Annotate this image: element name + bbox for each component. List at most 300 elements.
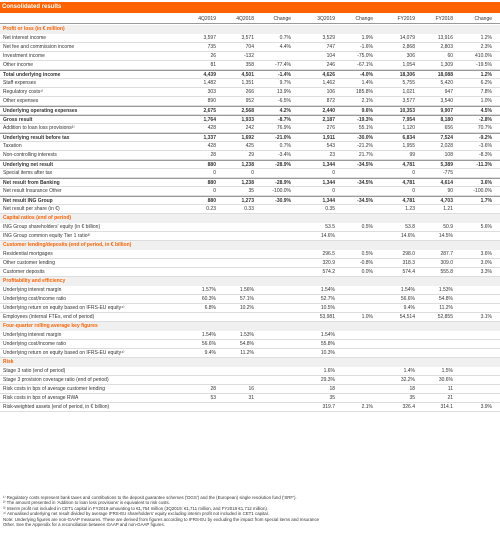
table-cell: 0 — [213, 170, 216, 176]
table-cell: 306 — [406, 53, 415, 59]
column-header: Change — [355, 16, 373, 22]
table-cell: 1.9% — [361, 35, 373, 41]
row-label: Regulatory costs¹⁾ — [3, 89, 44, 95]
table-cell: 4,703 — [440, 198, 453, 204]
table-row — [0, 52, 500, 61]
table-cell: 2.3% — [480, 44, 492, 50]
table-cell: 52.7% — [320, 296, 335, 302]
table-cell: 428 — [207, 143, 216, 149]
table-cell: 1.2% — [480, 72, 492, 78]
table-row — [0, 376, 500, 385]
table-cell: 1.54% — [400, 287, 415, 293]
table-cell: 0 — [251, 170, 254, 176]
table-cell: 1,273 — [241, 198, 254, 204]
table-cell: 1,462 — [322, 80, 335, 86]
table-cell: 104 — [326, 53, 335, 59]
table-row — [0, 178, 500, 187]
table-cell: 21 — [447, 395, 453, 401]
table-cell: 3,571 — [241, 35, 254, 41]
table-row — [0, 106, 500, 115]
table-cell: 1,120 — [402, 125, 415, 131]
table-cell: 880 — [207, 198, 216, 204]
table-row — [0, 295, 500, 304]
row-label: Underlying cost/income ratio — [3, 296, 67, 302]
table-cell: 3,540 — [440, 98, 453, 104]
table-cell: 9.4% — [204, 350, 216, 356]
table-cell: 1.54% — [201, 332, 216, 338]
table-cell: 3,577 — [402, 98, 415, 104]
table-cell: 53.8 — [405, 224, 415, 230]
table-cell: 55.1% — [358, 125, 373, 131]
section-header — [0, 214, 500, 223]
table-cell: -4.0% — [359, 72, 373, 78]
section-title: Profitability and efficiency — [3, 278, 66, 284]
table-cell: 3,597 — [203, 35, 216, 41]
table-cell: 3.1% — [480, 314, 492, 320]
footnotes — [3, 495, 497, 527]
table-cell: 872 — [326, 98, 335, 104]
table-cell: 16 — [248, 386, 254, 392]
table-cell: 276 — [326, 125, 335, 131]
table-cell: 2,440 — [322, 108, 335, 114]
table-cell: 1,238 — [241, 162, 254, 168]
column-header: FY2018 — [435, 16, 453, 22]
table-row — [0, 349, 500, 358]
table-row — [0, 205, 500, 214]
table-cell: 9.7% — [279, 80, 291, 86]
table-row — [0, 151, 500, 160]
table-row — [0, 250, 500, 259]
table-cell: 13.9% — [276, 89, 291, 95]
table-cell: 14.5% — [438, 233, 453, 239]
table-cell: 1,933 — [241, 117, 254, 123]
table-cell: -3.6% — [478, 143, 492, 149]
table-row — [0, 61, 500, 70]
row-label: Customer deposits — [3, 269, 45, 275]
table-cell: 106 — [326, 89, 335, 95]
table-cell: 320.9 — [322, 260, 335, 266]
footnote: ³⁾ Interim profit not included in CET1 capital in FY2019 amounting to €1,754 million (3Q2019: €1,711 million, and FY2018 €1,712 million). — [3, 505, 269, 511]
table-cell: 428 — [207, 125, 216, 131]
table-cell: 54.8% — [239, 341, 254, 347]
table-cell: 555.8 — [440, 269, 453, 275]
table-cell: 28 — [210, 152, 216, 158]
table-cell: 1.0% — [361, 314, 373, 320]
table-cell: 57.1% — [239, 296, 254, 302]
table-row — [0, 124, 500, 133]
table-row — [0, 34, 500, 43]
table-cell: 1.54% — [320, 287, 335, 293]
table-cell: 5,420 — [440, 80, 453, 86]
row-label: Other expenses — [3, 98, 39, 104]
table-cell: 5,389 — [440, 162, 453, 168]
column-header: Change — [474, 16, 492, 22]
table-row — [0, 115, 500, 124]
section-header — [0, 277, 500, 286]
table-cell: 11.2% — [439, 305, 453, 311]
row-label: Employees (internal FTEs, end of period) — [3, 314, 95, 320]
table-cell: 242 — [245, 125, 254, 131]
table-cell: 30.6% — [438, 377, 453, 383]
table-cell: 2,868 — [402, 44, 415, 50]
table-cell: 1.21 — [443, 206, 453, 212]
footnote: Other. See the Appendix for a reconciliation between GAAP and non-GAAP figures. — [3, 522, 165, 528]
table-cell: 246 — [326, 62, 335, 68]
table-cell: 1.56% — [239, 287, 254, 293]
table-cell: 13,916 — [437, 35, 453, 41]
table-row — [0, 331, 500, 340]
table-cell: -28.9% — [275, 180, 291, 186]
table-cell: 2,568 — [241, 108, 254, 114]
table-row — [0, 142, 500, 151]
table-cell: -34.5% — [357, 162, 373, 168]
table-cell: 6.2% — [480, 80, 492, 86]
section-header — [0, 358, 500, 367]
table-cell: 574.2 — [322, 269, 335, 275]
row-label: Underlying interest margin — [3, 287, 62, 293]
table-cell: 4.4% — [279, 44, 291, 50]
table-row — [0, 79, 500, 88]
section-title: Profit or loss (in € million) — [3, 26, 65, 32]
table-cell: 1.53% — [438, 287, 453, 293]
table-cell: 55.8% — [320, 341, 335, 347]
table-cell: 425 — [245, 143, 254, 149]
table-cell: 1,764 — [203, 117, 216, 123]
table-cell: 747 — [326, 44, 335, 50]
table-row — [0, 394, 500, 403]
table-row — [0, 196, 500, 205]
table-cell: 81 — [210, 62, 216, 68]
table-cell: 1,344 — [322, 162, 335, 168]
row-label: Stage 3 ratio (end of period) — [3, 368, 66, 374]
table-cell: 0.7% — [279, 143, 291, 149]
table-cell: -8.7% — [277, 117, 291, 123]
column-header: 4Q2019 — [198, 16, 216, 22]
table-cell: 60 — [447, 53, 453, 59]
table-cell: 90 — [447, 188, 453, 194]
table-cell: -34.5% — [357, 180, 373, 186]
table-cell: -1.6% — [359, 44, 373, 50]
table-cell: 309.0 — [440, 260, 453, 266]
section-title: Four-quarter rolling average key figures — [3, 323, 98, 329]
table-cell: -28.9% — [275, 162, 291, 168]
table-cell: 99 — [409, 152, 415, 158]
footnote: ²⁾ The amount presented in 'Addition to loan loss provisions' is equivalent to risk costs. — [3, 500, 170, 506]
table-cell: 1.23 — [405, 206, 415, 212]
table-cell: 35 — [409, 395, 415, 401]
table-cell: 3.6% — [480, 180, 492, 186]
table-cell: 185.8% — [356, 89, 373, 95]
column-header: FY2019 — [397, 16, 415, 22]
table-cell: 6,834 — [402, 135, 415, 141]
row-label: Risk-weighted assets (end of period, in € billion) — [3, 404, 110, 410]
table-cell: -1.4% — [277, 72, 291, 78]
table-cell: 23 — [329, 152, 335, 158]
column-header: 3Q2019 — [317, 16, 335, 22]
row-label: Net interest income — [3, 35, 47, 41]
table-cell: 1,054 — [402, 62, 415, 68]
table-row — [0, 70, 500, 79]
table-cell: 287.7 — [440, 251, 453, 257]
table-cell: 4,781 — [402, 162, 415, 168]
column-header-row — [0, 14, 500, 24]
table-cell: 53.5 — [325, 224, 335, 230]
table-cell: 35 — [248, 188, 254, 194]
table-cell: 10.3% — [320, 350, 335, 356]
table-cell: 319.7 — [322, 404, 335, 410]
table-cell: -75.0% — [357, 53, 373, 59]
table-cell: 298.0 — [402, 251, 415, 257]
row-label: Residential mortgages — [3, 251, 53, 257]
row-label: Risk costs in bps of average RWA — [3, 395, 79, 401]
table-cell: 4,439 — [203, 72, 216, 78]
table-cell: 3.0% — [480, 260, 492, 266]
table-cell: 7.8% — [480, 89, 492, 95]
table-cell: 4.2% — [279, 108, 291, 114]
table-cell: 0 — [332, 170, 335, 176]
table-cell: 314.1 — [440, 404, 453, 410]
table-row — [0, 304, 500, 313]
table-cell: 5.6% — [480, 224, 492, 230]
table-row — [0, 88, 500, 97]
table-row — [0, 97, 500, 106]
table-cell: 3.6% — [480, 251, 492, 257]
section-title: Customer lending/deposits (end of period, in € billion) — [3, 242, 132, 248]
table-cell: 1,337 — [203, 135, 216, 141]
row-label: Stage 3 provision coverage ratio (end of period) — [3, 377, 109, 383]
table-cell: -77.4% — [275, 62, 291, 68]
table-cell: 0 — [213, 188, 216, 194]
table-cell: -6.5% — [277, 98, 291, 104]
table-cell: 0.5% — [361, 251, 373, 257]
table-cell: 0 — [412, 170, 415, 176]
table-cell: 60.3% — [201, 296, 216, 302]
table-title: Consolidated results — [0, 2, 500, 13]
section-header — [0, 241, 500, 250]
table-cell: -132 — [243, 53, 254, 59]
row-label: Addition to loan loss provisions²⁾ — [3, 125, 75, 131]
table-cell: 31 — [248, 395, 254, 401]
table-cell: 2,803 — [440, 44, 453, 50]
row-label: Other customer lending — [3, 260, 55, 266]
table-cell: 18,088 — [437, 72, 453, 78]
table-cell: 54.8% — [438, 296, 453, 302]
table-cell: -30.0% — [357, 135, 373, 141]
column-header: Change — [273, 16, 291, 22]
table-cell: 947 — [444, 89, 453, 95]
table-cell: 14.6% — [400, 233, 415, 239]
table-cell: 26 — [210, 53, 216, 59]
section-header — [0, 25, 500, 34]
row-label: Risk costs in bps of average customer lending — [3, 386, 105, 392]
table-cell: 0.7% — [279, 35, 291, 41]
table-row — [0, 268, 500, 277]
table-cell: -100.0% — [473, 188, 492, 194]
table-cell: 1.2% — [480, 35, 492, 41]
row-label: Non-controlling interests — [3, 152, 57, 158]
table-cell: 35 — [329, 395, 335, 401]
row-label: Net result from Banking — [3, 180, 60, 186]
table-cell: 10.2% — [239, 305, 254, 311]
table-cell: 21.7% — [358, 152, 373, 158]
table-cell: 76.9% — [276, 125, 291, 131]
table-cell: 28 — [210, 386, 216, 392]
table-cell: 8,180 — [440, 117, 453, 123]
table-cell: 1,482 — [203, 80, 216, 86]
table-cell: 1,955 — [402, 143, 415, 149]
table-cell: 9.6% — [361, 108, 373, 114]
table-cell: -100.0% — [272, 188, 291, 194]
table-cell: 574.4 — [402, 269, 415, 275]
table-cell: 1,911 — [322, 135, 335, 141]
table-cell: 4,781 — [402, 198, 415, 204]
row-label: Staff expenses — [3, 80, 36, 86]
table-cell: 890 — [207, 98, 216, 104]
table-cell: 296.5 — [322, 251, 335, 257]
table-cell: 4,501 — [241, 72, 254, 78]
table-cell: 735 — [207, 44, 216, 50]
row-label: Underlying result before tax — [3, 135, 70, 141]
table-cell: 18 — [329, 386, 335, 392]
table-cell: 14.6% — [320, 233, 335, 239]
footnote: Note: Underlying figures are non-GAAP measures. These are derived from figures according to IFRS-EU by excluding the impact from special items and Insurance — [3, 516, 320, 522]
row-label: Gross result — [3, 117, 33, 123]
row-label: Underlying interest margin — [3, 332, 62, 338]
table-cell: 5,755 — [402, 80, 415, 86]
table-cell: 266 — [245, 89, 254, 95]
table-cell: 3.9% — [480, 404, 492, 410]
row-label: Underlying net result — [3, 162, 54, 168]
table-cell: 56.6% — [201, 341, 216, 347]
table-row — [0, 403, 500, 412]
table-cell: 1.53% — [239, 332, 254, 338]
table-cell: 1.7% — [480, 198, 492, 204]
table-cell: 3,529 — [322, 35, 335, 41]
section-title: Capital ratios (end of period) — [3, 215, 72, 221]
row-label: Underlying return on equity based on IFRS-EU equity⁴⁾ — [3, 305, 125, 311]
table-cell: 11 — [447, 386, 453, 392]
table-cell: 0.35 — [325, 206, 335, 212]
table-cell: 410.0% — [475, 53, 492, 59]
table-cell: 1.57% — [201, 287, 216, 293]
table-cell: 1.0% — [480, 98, 492, 104]
table-row — [0, 43, 500, 52]
row-label: ING Group common equity Tier 1 ratio³⁾ — [3, 233, 91, 239]
row-label: Net result ING Group — [3, 198, 53, 204]
table-row — [0, 340, 500, 349]
row-label: Underlying return on equity based on IFRS-EU equity⁴⁾ — [3, 350, 125, 356]
table-cell: 7,954 — [402, 117, 415, 123]
table-cell: 54,514 — [399, 314, 415, 320]
row-label: Underlying cost/income ratio — [3, 341, 67, 347]
table-cell: 14,079 — [399, 35, 415, 41]
table-cell: 0.33 — [244, 206, 254, 212]
table-cell: 6.8% — [204, 305, 216, 311]
table-cell: -19.5% — [476, 62, 492, 68]
table-cell: -19.3% — [357, 117, 373, 123]
section-title: Risk — [3, 359, 14, 365]
table-cell: -30.9% — [275, 198, 291, 204]
table-cell: 952 — [245, 98, 254, 104]
table-cell: 543 — [326, 143, 335, 149]
table-cell: 358 — [245, 62, 254, 68]
table-cell: 880 — [207, 162, 216, 168]
table-cell: 1,692 — [241, 135, 254, 141]
table-row — [0, 223, 500, 232]
table-cell: 4,614 — [440, 180, 453, 186]
table-cell: 1.4% — [403, 368, 415, 374]
row-label: ING Group shareholders' equity (in € billion) — [3, 224, 101, 230]
table-cell: 1.5% — [441, 368, 453, 374]
table-cell: 7,524 — [440, 135, 453, 141]
table-cell: 50.9 — [443, 224, 453, 230]
table-cell: 318.3 — [402, 260, 415, 266]
table-cell: 880 — [207, 180, 216, 186]
table-row — [0, 367, 500, 376]
table-cell: 0 — [412, 188, 415, 194]
table-cell: 2,028 — [440, 143, 453, 149]
table-cell: 1,021 — [402, 89, 415, 95]
row-label: Other income — [3, 62, 34, 68]
table-cell: 29.3% — [320, 377, 335, 383]
table-cell: 29 — [248, 152, 254, 158]
table-cell: 18 — [409, 386, 415, 392]
table-cell: 2,675 — [203, 108, 216, 114]
table-cell: 1,351 — [241, 80, 254, 86]
table-row — [0, 169, 500, 178]
table-cell: 326.4 — [402, 404, 415, 410]
table-row — [0, 160, 500, 169]
table-cell: 4,626 — [322, 72, 335, 78]
table-cell: 0 — [332, 188, 335, 194]
row-label: Net result per share (in €) — [3, 206, 60, 212]
table-row — [0, 385, 500, 394]
table-cell: -2.8% — [478, 117, 492, 123]
row-label: Underlying operating expenses — [3, 108, 78, 114]
footnote: ¹⁾ Regulatory costs represent bank taxes and contributions to the deposit guarantee schemes ('DGS') and the (European) single resolution fund ('SRF'). — [3, 495, 297, 500]
footnote: ⁴⁾ Annualised underlying net result divided by average IFRS-EU shareholders' equity excluding interim profit not included in CET1 capital. — [3, 511, 269, 517]
table-cell: 18,306 — [399, 72, 415, 78]
table-cell: 32.2% — [400, 377, 415, 383]
table-cell: 1,344 — [322, 198, 335, 204]
table-cell: 4.5% — [480, 108, 492, 114]
table-cell: 10,353 — [399, 108, 415, 114]
table-row — [0, 286, 500, 295]
table-cell: 1.6% — [323, 368, 335, 374]
table-cell: -67.1% — [357, 62, 373, 68]
row-label: Net result Insurance Other — [3, 188, 62, 194]
table-cell: 704 — [245, 44, 254, 50]
table-cell: 52,855 — [437, 314, 453, 320]
section-header — [0, 322, 500, 331]
table-row — [0, 313, 500, 322]
table-cell: 2.1% — [361, 404, 373, 410]
table-cell: 1.4% — [361, 80, 373, 86]
table-cell: -21.0% — [275, 135, 291, 141]
table-cell: 0.23 — [206, 206, 216, 212]
table-cell: 4,781 — [402, 180, 415, 186]
table-cell: 53 — [210, 395, 216, 401]
table-cell: 1,238 — [241, 180, 254, 186]
table-cell: 56.6% — [400, 296, 415, 302]
table-cell: 9.4% — [403, 305, 415, 311]
row-label: Net fee and commission income — [3, 44, 75, 50]
table-cell: 2.1% — [361, 98, 373, 104]
table-cell: 303 — [207, 89, 216, 95]
table-cell: 70.7% — [477, 125, 492, 131]
column-header: 4Q2018 — [236, 16, 254, 22]
table-cell: 53,981 — [319, 314, 335, 320]
